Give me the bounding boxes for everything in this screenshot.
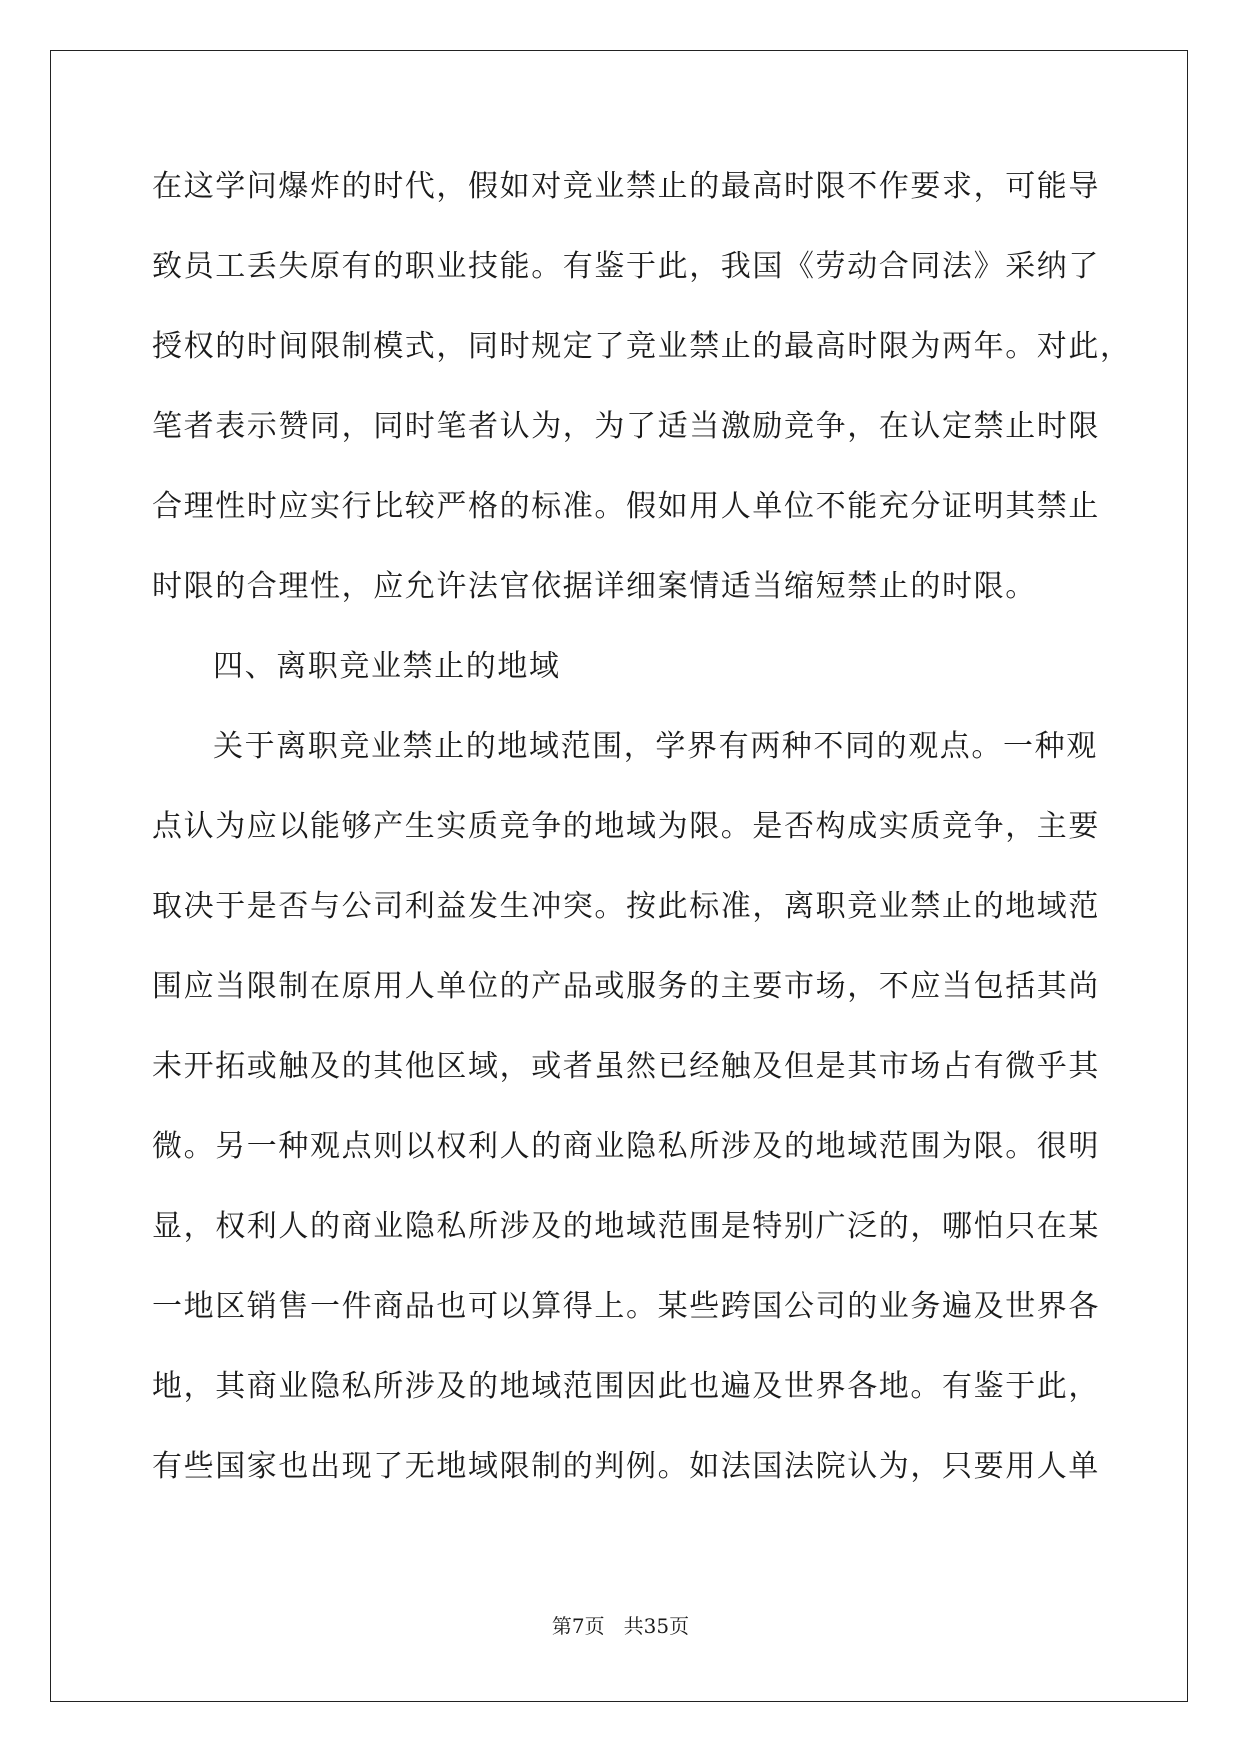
section-heading: 四、离职竞业禁止的地域 [213,649,561,684]
text-line: 关于离职竞业禁止的地域范围，学界有两种不同的观点。一种观 [213,729,1098,764]
page-total: 共35页 [623,1614,690,1638]
text-line: 在这学问爆炸的时代，假如对竞业禁止的最高时限不作要求，可能导 [152,169,1100,204]
text-line: 围应当限制在原用人单位的产品或服务的主要市场，不应当包括其尚 [152,969,1100,1004]
page-number: 第7页 [551,1614,605,1638]
text-line: 点认为应以能够产生实质竞争的地域为限。是否构成实质竞争，主要 [152,809,1100,844]
text-line: 笔者表示赞同，同时笔者认为，为了适当激励竞争，在认定禁止时限 [152,409,1100,444]
text-line: 微。另一种观点则以权利人的商业隐私所涉及的地域范围为限。很明 [152,1129,1100,1164]
text-line: 未开拓或触及的其他区域，或者虽然已经触及但是其市场占有微乎其 [152,1049,1100,1084]
text-line: 地，其商业隐私所涉及的地域范围因此也遍及世界各地。有鉴于此， [152,1369,1100,1404]
text-line: 显，权利人的商业隐私所涉及的地域范围是特别广泛的，哪怕只在某 [152,1209,1100,1244]
text-line: 授权的时间限制模式，同时规定了竞业禁止的最高时限为两年。对此， [152,329,1132,364]
footer-spacer [605,1614,624,1638]
text-line: 致员工丢失原有的职业技能。有鉴于此，我国《劳动合同法》采纳了 [152,249,1100,284]
text-line: 时限的合理性，应允许法官依据详细案情适当缩短禁止的时限。 [152,569,1037,604]
page-footer [0,1612,1241,1640]
text-line: 取决于是否与公司利益发生冲突。按此标准，离职竞业禁止的地域范 [152,889,1100,924]
text-line: 有些国家也出现了无地域限制的判例。如法国法院认为，只要用人单 [152,1449,1100,1484]
document-body [152,162,1132,1522]
text-line: 一地区销售一件商品也可以算得上。某些跨国公司的业务遍及世界各 [152,1289,1100,1324]
text-line: 合理性时应实行比较严格的标准。假如用人单位不能充分证明其禁止 [152,489,1100,524]
